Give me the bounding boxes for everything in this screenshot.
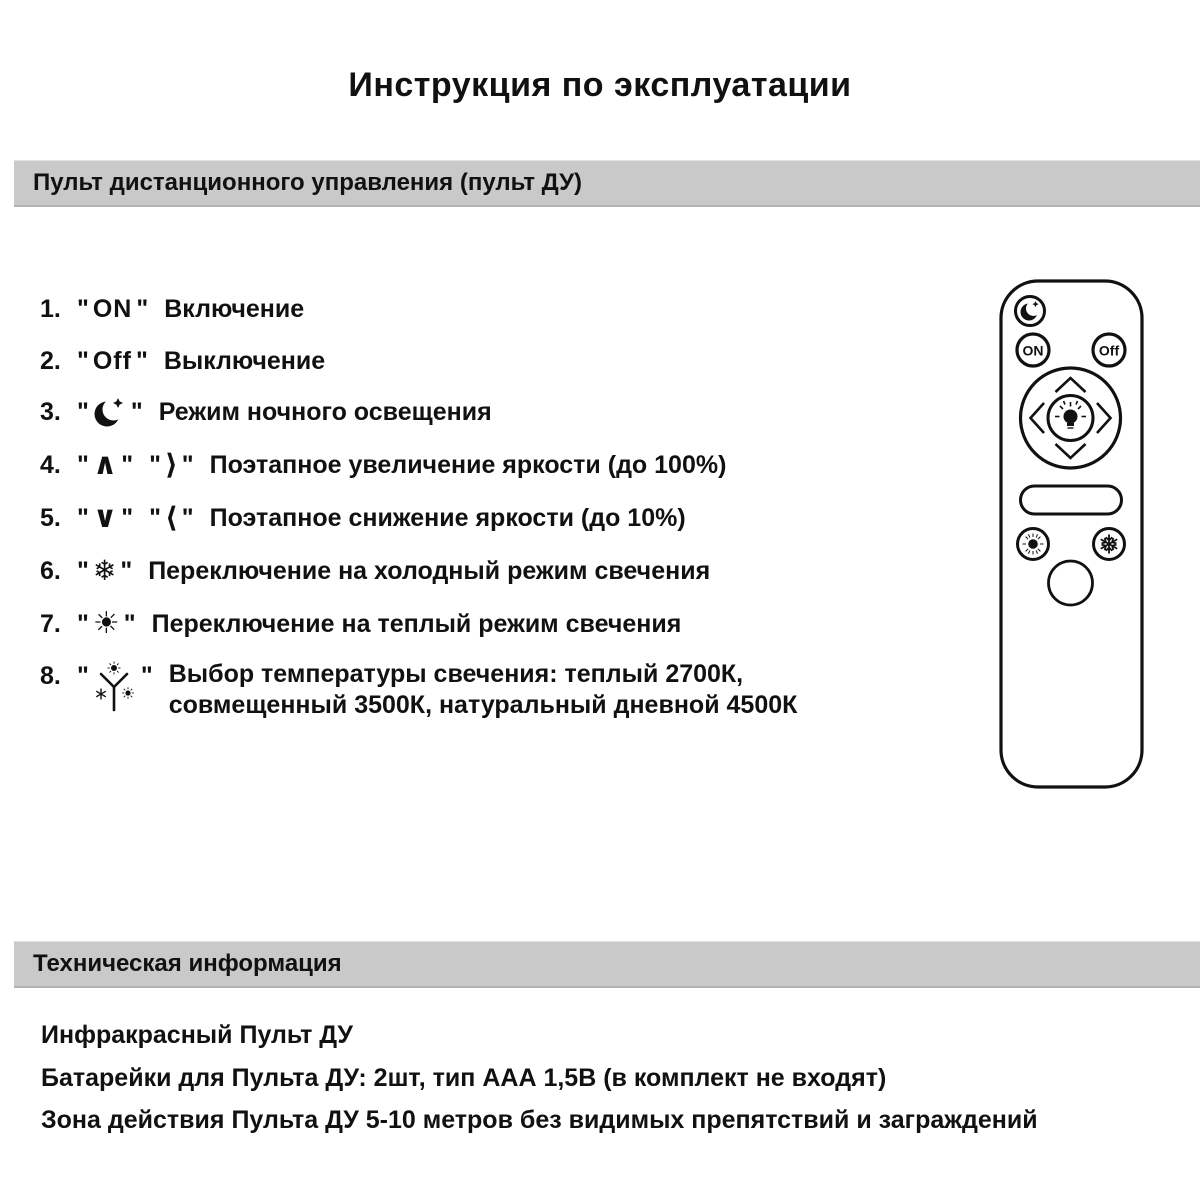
quote-mark: " [136, 294, 149, 323]
item-number: 1. [40, 294, 61, 323]
item-number: 6. [40, 556, 61, 585]
quote-mark: " [77, 450, 89, 479]
page-title: Инструкция по эксплуатации [348, 66, 852, 104]
tech-info-line: Инфракрасный Пульт ДУ [41, 1021, 353, 1049]
quote-mark: " [121, 450, 134, 479]
instruction-item-brightness-up [40, 447, 726, 483]
quote-mark: " [77, 346, 89, 375]
item-label: Поэтапное увеличение яркости (до 100%) [209, 450, 727, 479]
quote-mark: " [77, 662, 89, 690]
quote-mark: " [140, 662, 153, 690]
item-label: Выбор температуры свечения: теплый 2700К, совмещенный 3500К, натуральный дневной 4500К [168, 660, 798, 719]
quote-mark: " [181, 450, 194, 479]
chevron-up-icon: ∧ [92, 448, 118, 481]
item-number: 7. [40, 609, 61, 638]
off-button [1093, 334, 1125, 366]
quote-mark: " [77, 609, 89, 638]
on-button-label: ON [1022, 342, 1044, 359]
quote-mark: " [149, 503, 161, 532]
instruction-item-warm-mode [40, 606, 681, 642]
section-header-tech-label: Техническая информация [33, 950, 342, 977]
scene-pill-button [1021, 486, 1122, 514]
quote-mark: " [149, 450, 161, 479]
quote-mark: " [123, 609, 136, 638]
off-button-label: Off [1098, 342, 1120, 359]
quote-mark: " [77, 294, 89, 323]
item-label: Поэтапное снижение яркости (до 10%) [209, 503, 686, 532]
instruction-item-cold-mode [40, 553, 710, 589]
quote-mark: " [120, 556, 133, 585]
color-temperature-icon [93, 661, 137, 713]
item-number: 5. [40, 503, 61, 532]
item-label: Выключение [163, 346, 326, 375]
quote-mark: " [121, 503, 134, 532]
quote-mark: " [77, 397, 89, 426]
item-label: Режим ночного освещения [158, 397, 492, 426]
item-label: Переключение на теплый режим свечения [151, 609, 682, 638]
item-label: Включение [164, 294, 305, 323]
section-header-remote [14, 160, 1200, 207]
quote-mark: " [135, 346, 148, 375]
quote-mark: " [130, 397, 143, 426]
warm-mode-button-icon [1018, 529, 1049, 560]
tech-info-line: Батарейки для Пульта ДУ: 2шт, тип ААА 1,5В (в комплект не входят) [41, 1064, 887, 1092]
quote-mark: " [77, 503, 89, 532]
instruction-item-off [40, 343, 325, 379]
instruction-item-on [40, 291, 304, 327]
moon-icon [93, 394, 127, 430]
remote-control-diagram [999, 279, 1144, 794]
section-header-remote-label: Пульт дистанционного управления (пульт ДУ) [33, 169, 582, 196]
quote-mark: " [181, 503, 194, 532]
chevron-right-icon: ⟩ [164, 449, 178, 480]
tech-info-line: Зона действия Пульта ДУ 5-10 метров без видимых препятствий и заграждений [41, 1106, 1038, 1134]
item-number: 4. [40, 450, 61, 479]
snowflake-icon: ❄ [92, 555, 117, 586]
item-number: 8. [40, 662, 61, 690]
instruction-item-brightness-down [40, 500, 686, 536]
quote-mark: " [77, 556, 89, 585]
night-mode-button-icon [1016, 297, 1045, 326]
color-temperature-round-button [1049, 561, 1093, 605]
chevron-down-icon: ∨ [92, 501, 118, 534]
off-token: Off [92, 346, 132, 375]
instruction-item-night-mode [40, 394, 492, 430]
item-label: Переключение на холодный режим свечения [148, 556, 711, 585]
chevron-left-icon: ⟨ [164, 502, 178, 533]
cold-mode-button-icon [1094, 529, 1125, 560]
item-number: 2. [40, 346, 61, 375]
on-token: ON [92, 294, 133, 323]
sun-icon: ☀ [92, 607, 120, 640]
instruction-item-color-temperature [40, 659, 797, 721]
on-button [1017, 334, 1049, 366]
section-header-tech [14, 941, 1200, 988]
item-number: 3. [40, 397, 61, 426]
